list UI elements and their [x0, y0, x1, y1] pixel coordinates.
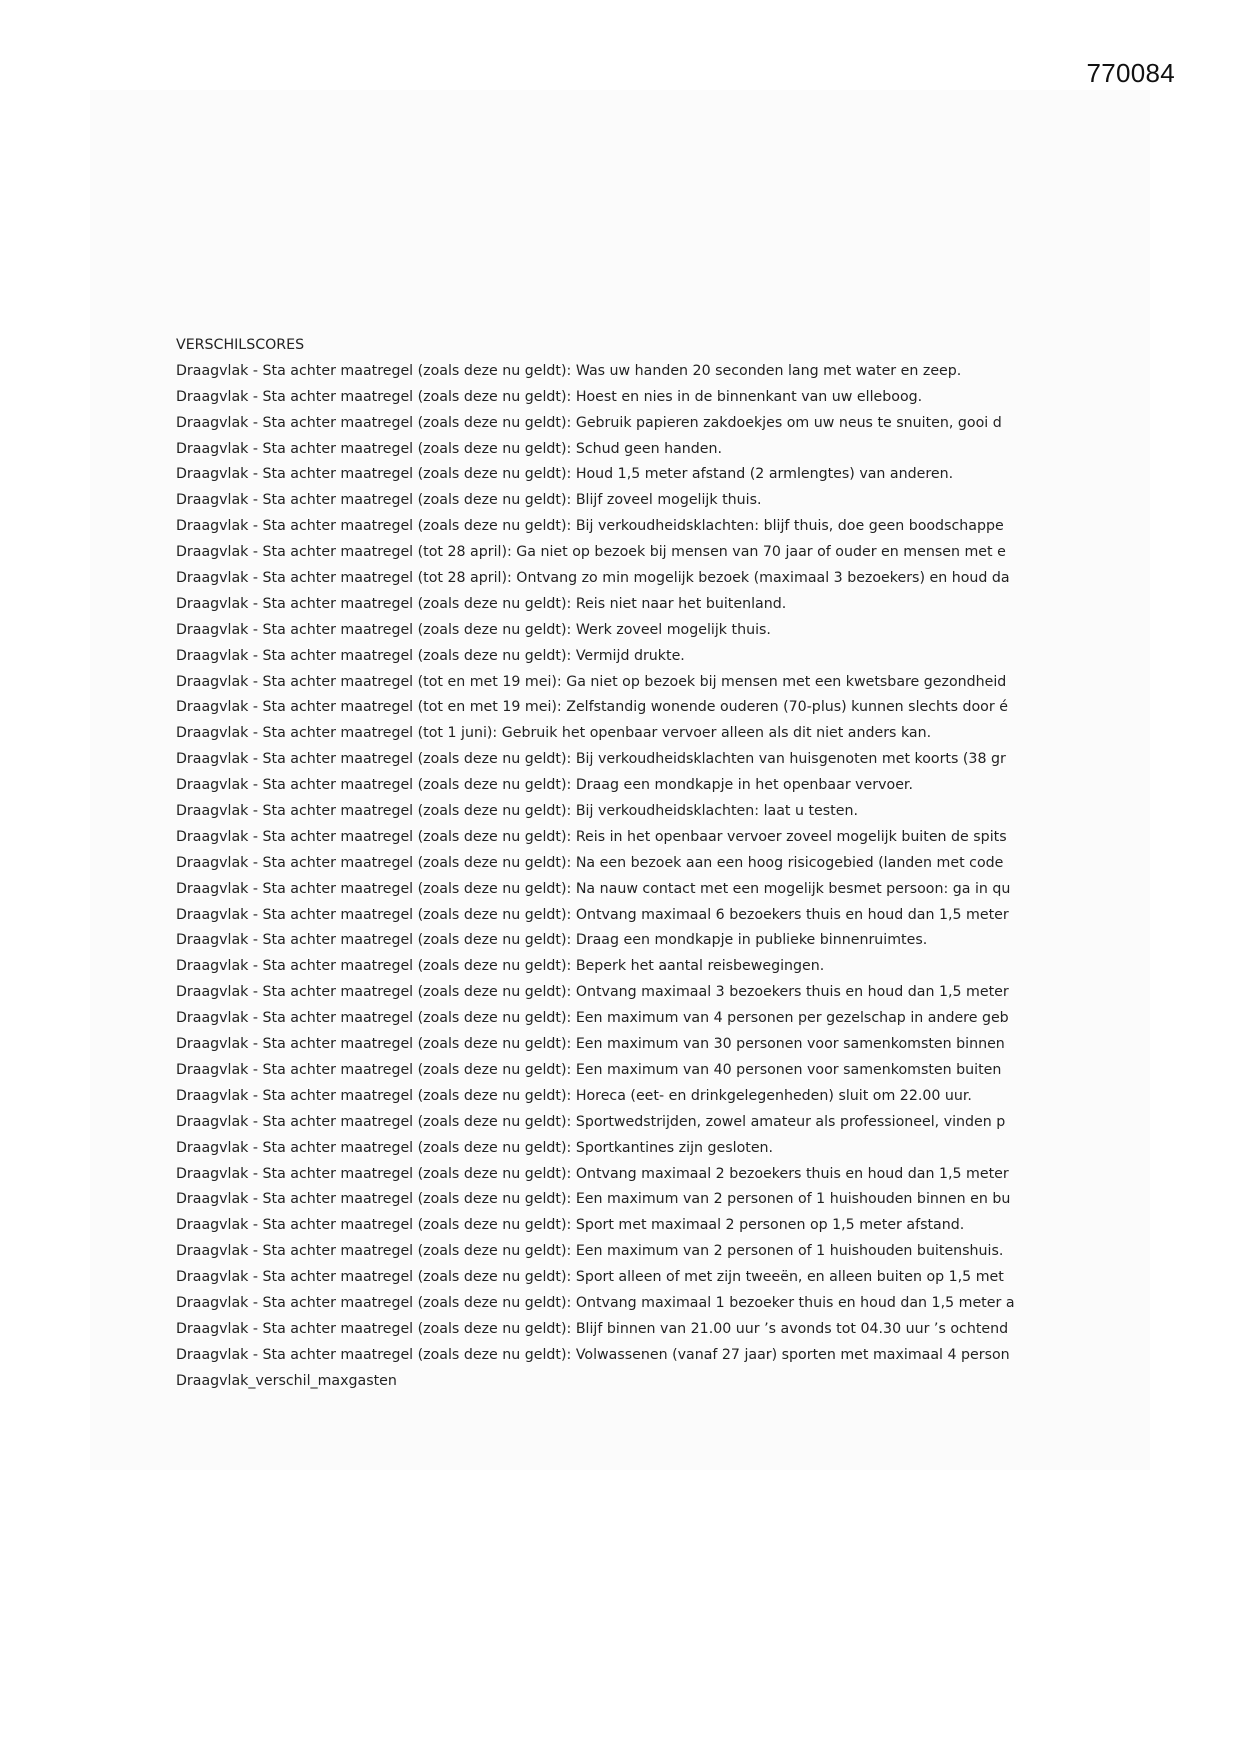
variable-row: Draagvlak - Sta achter maatregel (zoals deze nu geldt): Hoest en nies in de binnenkant van uw elleboog. [176, 388, 923, 405]
variable-row: Draagvlak - Sta achter maatregel (zoals deze nu geldt): Beperk het aantal reisbewegingen. [176, 958, 825, 975]
variable-row: Draagvlak - Sta achter maatregel (tot 28 april): Ga niet op bezoek bij mensen van 70 jaar of ouder en mensen met e [176, 544, 1006, 561]
variable-row: Draagvlak - Sta achter maatregel (zoals deze nu geldt): Werk zoveel mogelijk thuis. [176, 621, 771, 638]
variable-row: Draagvlak - Sta achter maatregel (zoals deze nu geldt): Bij verkoudheidsklachten: blijf thuis, doe geen boodschappe [176, 518, 1004, 535]
variable-row: Draagvlak - Sta achter maatregel (zoals deze nu geldt): Een maximum van 30 personen voor samenkomsten binnen [176, 1036, 1005, 1053]
variable-row: Draagvlak - Sta achter maatregel (zoals deze nu geldt): Sport met maximaal 2 personen op 1,5 meter afstand. [176, 1217, 965, 1234]
variable-row: Draagvlak - Sta achter maatregel (zoals deze nu geldt): Ontvang maximaal 1 bezoeker thuis en houd dan 1,5 meter a [176, 1294, 1015, 1311]
variable-row: Draagvlak - Sta achter maatregel (zoals deze nu geldt): Reis in het openbaar vervoer zoveel mogelijk buiten de spits [176, 828, 1007, 845]
variable-row: Draagvlak - Sta achter maatregel (zoals deze nu geldt): Na nauw contact met een mogelijk besmet persoon: ga in qu [176, 880, 1011, 897]
variable-row: Draagvlak - Sta achter maatregel (zoals deze nu geldt): Blijf binnen van 21.00 uur ’s avonds tot 04.30 uur ’s ochtend [176, 1320, 1009, 1337]
variable-row: Draagvlak - Sta achter maatregel (zoals deze nu geldt): Draag een mondkapje in het openbaar vervoer. [176, 777, 913, 794]
document-id: 770084 [1086, 58, 1175, 88]
variable-row: Draagvlak - Sta achter maatregel (zoals deze nu geldt): Ontvang maximaal 6 bezoekers thuis en houd dan 1,5 meter [176, 906, 1009, 923]
variable-row: Draagvlak - Sta achter maatregel (zoals deze nu geldt): Schud geen handen. [176, 440, 723, 457]
variable-row: Draagvlak - Sta achter maatregel (zoals deze nu geldt): Was uw handen 20 seconden lang met water en zeep. [176, 362, 962, 379]
variable-rows [176, 359, 1086, 1369]
variable-row: Draagvlak - Sta achter maatregel (zoals deze nu geldt): Bij verkoudheidsklachten van huisgenoten met koorts (38 gr [176, 751, 1006, 768]
variable-row: Draagvlak - Sta achter maatregel (zoals deze nu geldt): Sportkantines zijn gesloten. [176, 1139, 774, 1156]
variable-row: Draagvlak - Sta achter maatregel (zoals deze nu geldt): Een maximum van 40 personen voor samenkomsten buiten [176, 1061, 1002, 1078]
variable-row: Draagvlak - Sta achter maatregel (zoals deze nu geldt): Een maximum van 4 personen per gezelschap in andere geb [176, 1010, 1009, 1027]
variable-row: Draagvlak - Sta achter maatregel (zoals deze nu geldt): Ontvang maximaal 3 bezoekers thuis en houd dan 1,5 meter [176, 984, 1009, 1001]
variable-row: Draagvlak - Sta achter maatregel (zoals deze nu geldt): Draag een mondkapje in publieke binnenruimtes. [176, 932, 928, 949]
variable-row: Draagvlak - Sta achter maatregel (tot en met 19 mei): Ga niet op bezoek bij mensen met een kwetsbare gezondheid [176, 673, 1007, 690]
variable-row: Draagvlak - Sta achter maatregel (zoals deze nu geldt): Een maximum van 2 personen of 1 huishouden binnen en bu [176, 1191, 1011, 1208]
variable-row: Draagvlak - Sta achter maatregel (zoals deze nu geldt): Blijf zoveel mogelijk thuis. [176, 492, 762, 509]
variable-row: Draagvlak - Sta achter maatregel (tot en met 19 mei): Zelfstandig wonende ouderen (70-plus) kunnen slechts door é [176, 699, 1008, 716]
variable-row: Draagvlak - Sta achter maatregel (zoals deze nu geldt): Volwassenen (vanaf 27 jaar) sporten met maximaal 4 person [176, 1346, 1010, 1363]
variable-row: Draagvlak - Sta achter maatregel (zoals deze nu geldt): Vermijd drukte. [176, 647, 685, 664]
section-heading: VERSCHILSCORES [176, 337, 305, 353]
variable-row: Draagvlak - Sta achter maatregel (zoals deze nu geldt): Gebruik papieren zakdoekjes om uw neus te snuiten, gooi d [176, 414, 1002, 431]
variable-row: Draagvlak - Sta achter maatregel (zoals deze nu geldt): Na een bezoek aan een hoog risicogebied (landen met code [176, 854, 1004, 871]
variable-row: Draagvlak - Sta achter maatregel (zoals deze nu geldt): Bij verkoudheidsklachten: laat u testen. [176, 803, 858, 820]
variable-row: Draagvlak - Sta achter maatregel (tot 1 juni): Gebruik het openbaar vervoer alleen als dit niet anders kan. [176, 725, 932, 742]
variable-row: Draagvlak - Sta achter maatregel (zoals deze nu geldt): Een maximum van 2 personen of 1 huishouden buitenshuis. [176, 1243, 1004, 1260]
variable-row: Draagvlak - Sta achter maatregel (zoals deze nu geldt): Sport alleen of met zijn tweeën, en alleen buiten op 1,5 met [176, 1269, 1004, 1286]
variable-row: Draagvlak - Sta achter maatregel (tot 28 april): Ontvang zo min mogelijk bezoek (maximaal 3 bezoekers) en houd da [176, 570, 1010, 587]
variable-row: Draagvlak - Sta achter maatregel (zoals deze nu geldt): Sportwedstrijden, zowel amateur als professioneel, vinden p [176, 1113, 1006, 1130]
variable-row: Draagvlak - Sta achter maatregel (zoals deze nu geldt): Reis niet naar het buitenland. [176, 595, 787, 612]
variable-row: Draagvlak - Sta achter maatregel (zoals deze nu geldt): Houd 1,5 meter afstand (2 armlengtes) van anderen. [176, 466, 954, 483]
variable-list [176, 333, 1086, 1395]
footer-variable-label: Draagvlak_verschil_maxgasten [176, 1372, 397, 1389]
variable-row: Draagvlak - Sta achter maatregel (zoals deze nu geldt): Ontvang maximaal 2 bezoekers thuis en houd dan 1,5 meter [176, 1165, 1009, 1182]
variable-row: Draagvlak - Sta achter maatregel (zoals deze nu geldt): Horeca (eet- en drinkgelegenheden) sluit om 22.00 uur. [176, 1087, 972, 1104]
